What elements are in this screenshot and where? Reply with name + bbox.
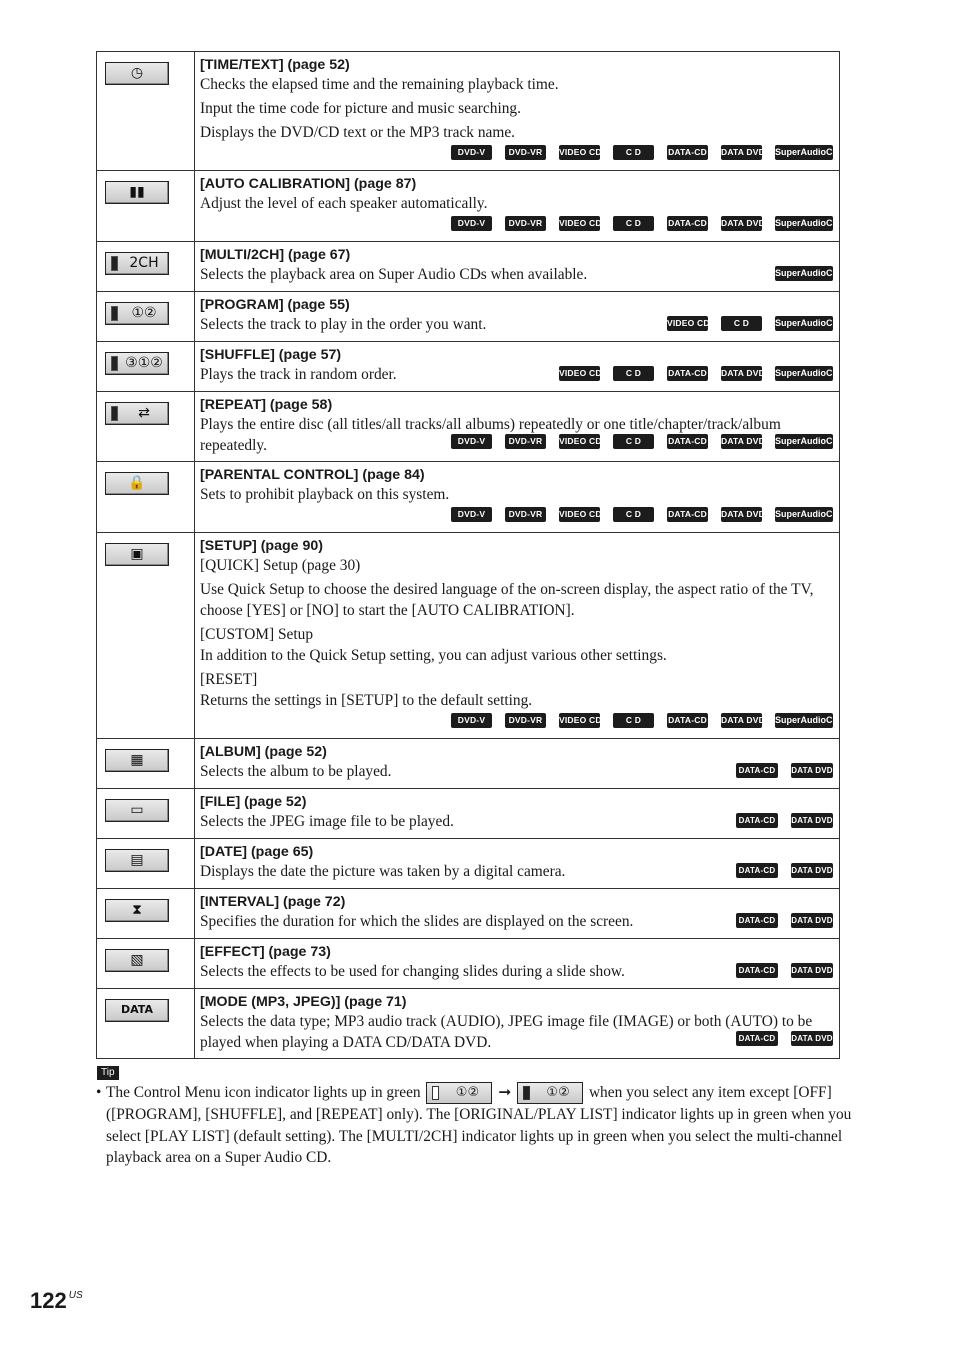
row-title: [INTERVAL] (page 72) <box>200 894 346 910</box>
data-cd-icon: DATA-CD <box>667 366 708 381</box>
data-cd-icon: DATA-CD <box>667 507 708 522</box>
row-title: [SETUP] (page 90) <box>200 538 323 554</box>
table-row <box>97 789 840 839</box>
super-audio-cd-icon: SuperAudioCD <box>775 216 833 231</box>
row-title: [SHUFFLE] (page 57) <box>200 347 342 363</box>
row-description: Returns the settings in [SETUP] to the default setting. <box>200 692 533 709</box>
table-row <box>97 242 840 292</box>
table-row <box>97 392 840 462</box>
row-description: Sets to prohibit playback on this system. <box>200 486 450 503</box>
row-description: Selects the JPEG image file to be played. <box>200 813 454 830</box>
bullet: • <box>96 1084 102 1101</box>
speaker-calibration-icon: ▮▮ <box>105 181 169 204</box>
page-number: 122 $^{US}$ <box>30 1288 83 1313</box>
data-dvd-icon: DATA DVD <box>791 813 833 828</box>
table-row <box>97 889 840 939</box>
disc-type-icons <box>723 863 833 885</box>
album-icon: ▦ <box>105 749 169 772</box>
table-row <box>97 292 840 342</box>
row-description: Selects the album to be played. <box>200 763 392 780</box>
dvd-vr-icon: DVD-VR <box>505 507 546 522</box>
table-row <box>97 533 840 739</box>
data-dvd-icon: DATA DVD <box>721 145 762 160</box>
data-dvd-icon: DATA DVD <box>721 434 762 449</box>
super-audio-cd-icon: SuperAudioCD <box>775 266 833 281</box>
row-description: Checks the elapsed time and the remaining playback time. <box>200 76 559 93</box>
disc-type-icons <box>654 316 839 338</box>
super-audio-cd-icon: SuperAudioCD <box>775 366 833 381</box>
dvd-v-icon: DVD-V <box>451 145 492 160</box>
row-description: Use Quick Setup to choose the desired language of the on-screen display, the aspect ratio of the TV, choose [YES] or [NO] to start the [AUTO CALIBRATION]. <box>200 581 814 619</box>
data-dvd-icon: DATA DVD <box>791 763 833 778</box>
video-cd-icon: VIDEO CD <box>559 507 600 522</box>
disc-type-icons <box>723 963 833 985</box>
dvd-vr-icon: DVD-VR <box>505 434 546 449</box>
row-description: Displays the date the picture was taken by a digital camera. <box>200 863 566 880</box>
disc-type-icons <box>762 266 839 288</box>
arrow-icon: ➞ <box>498 1084 512 1101</box>
repeat-icon: ⇄ <box>105 402 169 425</box>
cd-icon: C D <box>613 366 654 381</box>
data-dvd-icon: DATA DVD <box>721 507 762 522</box>
row-title: [REPEAT] (page 58) <box>200 397 333 413</box>
row-description: [CUSTOM] Setup <box>200 626 314 643</box>
dvd-v-icon: DVD-V <box>451 434 492 449</box>
data-dvd-icon: DATA DVD <box>721 713 762 728</box>
cd-icon: C D <box>613 713 654 728</box>
data-dvd-icon: DATA DVD <box>791 963 833 978</box>
row-description: Input the time code for picture and music searching. <box>200 100 521 117</box>
disc-type-icons <box>200 507 839 529</box>
video-cd-icon: VIDEO CD <box>559 434 600 449</box>
setup-toolbox-icon: ▣ <box>105 543 169 566</box>
table-row <box>97 171 840 242</box>
row-title: [PARENTAL CONTROL] (page 84) <box>200 467 425 483</box>
dvd-v-icon: DVD-V <box>451 713 492 728</box>
date-icon: ▤ <box>105 849 169 872</box>
cd-icon: C D <box>613 145 654 160</box>
disc-type-icons <box>200 145 839 167</box>
row-description: Selects the track to play in the order you want. <box>200 316 487 333</box>
clock-text-icon: ◷ <box>105 62 169 85</box>
data-cd-icon: DATA-CD <box>736 1031 778 1046</box>
row-description: Specifies the duration for which the slides are displayed on the screen. <box>200 913 634 930</box>
row-title: [ALBUM] (page 52) <box>200 744 327 760</box>
row-description: Selects the playback area on Super Audio CDs when available. <box>200 266 588 283</box>
region-suffix: US <box>68 1290 83 1301</box>
table-row <box>97 939 840 989</box>
tip-label: Tip <box>97 1066 119 1080</box>
disc-type-icons <box>723 913 833 935</box>
super-audio-cd-icon: SuperAudioCD <box>775 145 833 160</box>
cd-icon: C D <box>613 507 654 522</box>
data-cd-icon: DATA-CD <box>736 963 778 978</box>
data-dvd-icon: DATA DVD <box>791 1031 833 1046</box>
row-title: [DATE] (page 65) <box>200 844 314 860</box>
video-cd-icon: VIDEO CD <box>559 216 600 231</box>
data-dvd-icon: DATA DVD <box>721 366 762 381</box>
super-audio-cd-icon: SuperAudioCD <box>775 507 833 522</box>
multi-2ch-icon: 2CH <box>105 252 169 275</box>
row-description: [RESET] <box>200 671 258 688</box>
interval-icon: ⧗ <box>105 899 169 922</box>
disc-type-icons <box>723 763 833 785</box>
row-description: Displays the DVD/CD text or the MP3 track name. <box>200 124 516 141</box>
dvd-v-icon: DVD-V <box>451 216 492 231</box>
row-description: [QUICK] Setup (page 30) <box>200 557 361 574</box>
data-cd-icon: DATA-CD <box>736 763 778 778</box>
effect-icon: ▧ <box>105 949 169 972</box>
row-description: Plays the track in random order. <box>200 366 397 383</box>
data-cd-icon: DATA-CD <box>667 216 708 231</box>
row-description: Adjust the level of each speaker automatically. <box>200 195 488 212</box>
data-cd-icon: DATA-CD <box>667 713 708 728</box>
tip-paragraph <box>96 1082 886 1169</box>
table-row <box>97 989 840 1059</box>
parental-lock-icon: 🔒 <box>105 472 169 495</box>
video-cd-icon: VIDEO CD <box>559 713 600 728</box>
data-dvd-icon: DATA DVD <box>721 216 762 231</box>
row-description: Selects the effects to be used for changing slides during a slide show. <box>200 963 625 980</box>
dvd-vr-icon: DVD-VR <box>505 145 546 160</box>
video-cd-icon: VIDEO CD <box>559 145 600 160</box>
row-title: [EFFECT] (page 73) <box>200 944 331 960</box>
table-row <box>97 739 840 789</box>
tip-text-after: when you select any item except [OFF] ([PROGRAM], [SHUFFLE], and [REPEAT] only). The [ORIGINAL/PLAY LIST] indicator lights up in green when you select [PLAY LIST] (default setting). The [MULTI/2CH] indicator lights up in green when you select the multi-channel playback area on a Super Audio CD. <box>106 1084 852 1167</box>
file-image-icon: ▭ <box>105 799 169 822</box>
control-menu-indicator-off-icon: ①② <box>426 1082 492 1104</box>
data-cd-icon: DATA-CD <box>667 145 708 160</box>
disc-type-icons <box>200 216 839 238</box>
cd-icon: C D <box>613 216 654 231</box>
dvd-vr-icon: DVD-VR <box>505 216 546 231</box>
cd-icon: C D <box>721 316 762 331</box>
row-title: [MODE (MP3, JPEG)] (page 71) <box>200 994 407 1010</box>
data-cd-icon: DATA-CD <box>736 813 778 828</box>
mode-data-icon: DATA <box>105 999 169 1022</box>
control-menu-indicator-on-icon: ①② <box>517 1082 583 1104</box>
disc-type-icons <box>200 713 839 735</box>
dvd-v-icon: DVD-V <box>451 507 492 522</box>
row-description: Selects the data type; MP3 audio track (AUDIO), JPEG image file (IMAGE) or both (AUTO) to be played when playing a DATA CD/DATA DVD. <box>200 1013 813 1051</box>
super-audio-cd-icon: SuperAudioCD <box>775 316 833 331</box>
cd-icon: C D <box>613 434 654 449</box>
table-row <box>97 52 840 171</box>
data-dvd-icon: DATA DVD <box>791 913 833 928</box>
tip-text-before: The Control Menu icon indicator lights up in green <box>106 1084 421 1101</box>
data-dvd-icon: DATA DVD <box>791 863 833 878</box>
video-cd-icon: VIDEO CD <box>667 316 708 331</box>
row-title: [AUTO CALIBRATION] (page 87) <box>200 176 417 192</box>
row-title: [MULTI/2CH] (page 67) <box>200 247 351 263</box>
video-cd-icon: VIDEO CD <box>559 366 600 381</box>
row-title: [FILE] (page 52) <box>200 794 307 810</box>
shuffle-icon: ③①② <box>105 352 169 375</box>
data-cd-icon: DATA-CD <box>736 863 778 878</box>
table-row <box>97 342 840 392</box>
program-icon: ①② <box>105 302 169 325</box>
row-description: In addition to the Quick Setup setting, you can adjust various other settings. <box>200 647 667 664</box>
data-cd-icon: DATA-CD <box>736 913 778 928</box>
table-row <box>97 839 840 889</box>
super-audio-cd-icon: SuperAudioCD <box>775 434 833 449</box>
super-audio-cd-icon: SuperAudioCD <box>775 713 833 728</box>
dvd-vr-icon: DVD-VR <box>505 713 546 728</box>
data-cd-icon: DATA-CD <box>667 434 708 449</box>
table-row <box>97 462 840 533</box>
disc-type-icons <box>723 813 833 835</box>
row-description: Plays the entire disc (all titles/all tracks/all albums) repeatedly or one title/chapter/track/album repeatedly. <box>200 416 781 454</box>
disc-type-icons <box>546 366 839 388</box>
row-title: [TIME/TEXT] (page 52) <box>200 57 350 73</box>
control-menu-table <box>96 51 840 1059</box>
row-title: [PROGRAM] (page 55) <box>200 297 350 313</box>
